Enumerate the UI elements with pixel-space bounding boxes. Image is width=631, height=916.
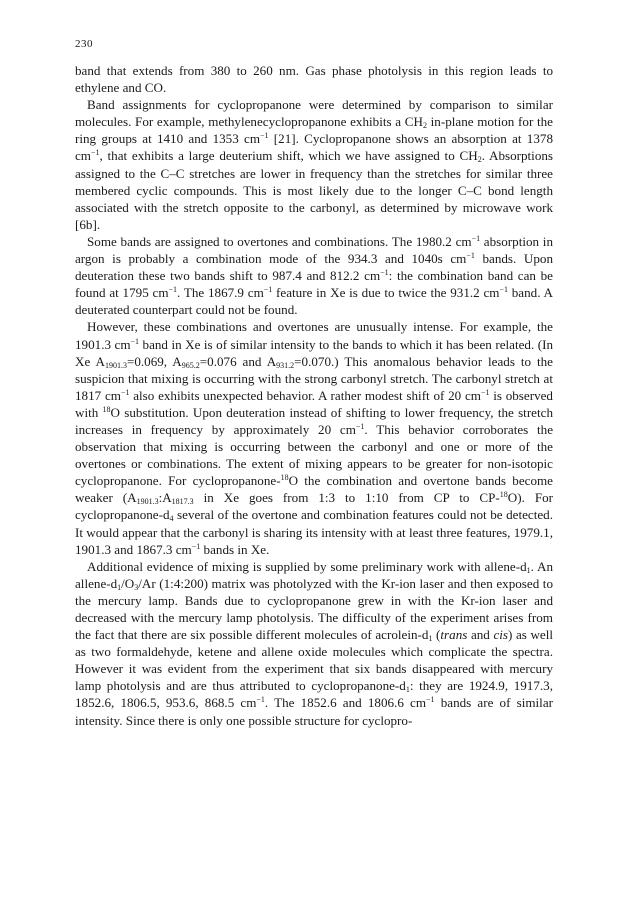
text-run: , that exhibits a large deuterium shift, which we have assigned to CH: [99, 148, 478, 164]
text-run: Some bands are assigned to overtones and combinations. The 1980.2 cm: [87, 233, 472, 249]
text-run: : the combination band can be found at 1795 cm: [75, 268, 553, 301]
text-run: . This behavior corroborates the observation that mixing is occurring between the carbonyl and one or more of the overtones or combinations. The extent of mixing appears to be greater for non-isotopic cyclopropanone. For cyclopropanone-: [75, 421, 554, 489]
text-run: several of the overtone and combination features could not be detected. It would appear that the carbonyl is sharing its intensity with at least three features, 1979.1, 1901.3 and 1867.3 cm: [75, 507, 553, 557]
text-run: −1: [355, 421, 365, 431]
text-run: trans: [440, 627, 468, 643]
text-run: also exhibits unexpected behavior. A rather modest shift of 20 cm: [129, 387, 481, 403]
text-run: [21]. Cyclopropanone shows an absorption at 1378 cm: [75, 131, 553, 164]
text-run: :A: [158, 490, 172, 506]
text-run: 1901.3: [104, 360, 127, 370]
text-run: : they are 1924.9, 1917.3, 1852.6, 1806.5, 953.6, 868.5 cm: [75, 678, 553, 711]
text-run: bands. Upon deuteration these two bands shift to 987.4 and 812.2 cm: [75, 251, 553, 284]
text-run: =0.069, A: [126, 353, 182, 369]
text-run: 1: [405, 685, 410, 695]
page-number: 230: [75, 38, 93, 50]
text-run: −1: [191, 541, 201, 551]
text-run: absorption in argon is probably a combination mode of the 934.3 and 1040s cm: [75, 233, 553, 267]
text-run: band that extends from 380 to 260 nm. Gas phase photolysis in this region leads to ethylene and CO.: [75, 63, 553, 96]
text-run: −1: [263, 285, 273, 295]
text-run: 3: [134, 582, 139, 592]
text-run: 18: [280, 473, 289, 483]
text-run: −1: [130, 336, 140, 346]
text-run: band in Xe is of similar intensity to the bands to which it has been related. (In Xe A: [75, 336, 554, 369]
text-run: 1: [428, 634, 433, 644]
text-run: in Xe goes from 1:3 to 1:10 from CP to CP-: [193, 490, 500, 506]
text-run: 1: [526, 565, 531, 575]
text-run: bands in Xe.: [200, 541, 270, 557]
text-run: in-plane motion for the ring groups at 1410 and 1353 cm: [75, 114, 553, 147]
text-run: −1: [499, 285, 508, 295]
text-run: −1: [426, 695, 435, 705]
text-run: −1: [260, 131, 269, 141]
text-run: . The 1852.6 and 1806.6 cm: [264, 695, 427, 711]
text-run: −1: [120, 387, 130, 397]
paragraph-3: [75, 233, 553, 318]
text-run: 965.2: [181, 360, 200, 370]
text-run: 1817.3: [171, 497, 194, 507]
text-run: =0.070.) This anomalous behavior leads to the suspicion that mixing is occurring with the strong carbonyl stretch. The carbonyl stretch at 1817 cm: [75, 353, 553, 403]
text-run: /O: [121, 575, 135, 591]
text-run: O). For cyclopropanone-d: [75, 490, 554, 523]
text-run: O the combination and overtone bands become weaker (A: [75, 473, 553, 506]
text-run: −1: [256, 695, 265, 705]
text-run: Additional evidence of mixing is supplied by some preliminary work with allene-d: [87, 558, 527, 574]
text-run: =0.076 and A: [199, 353, 277, 369]
text-run: band. A deuterated counterpart could not be found.: [75, 285, 553, 318]
text-run: 2: [477, 155, 482, 165]
text-run: is observed with: [75, 387, 553, 420]
text-run: /Ar (1:4:200) matrix was photolyzed with the Kr-ion laser and then exposed to the mercury lamp. Bands due to cyclopropanone grew in with the Kr-ion laser and decreased with the mercury lamp photolysis. The difficulty of the experiment arises from the fact that there are six possible different molecules of acrolein-d: [75, 575, 553, 643]
text-run: −1: [380, 268, 389, 278]
text-run: 931.2: [276, 360, 295, 370]
text-run: ) as well as two formaldehyde, ketene and allene oxide molecules which complicate the spectra. However it was evident from the experiment that six bands disappeared with mercury lamp photolysis and are thus attributed to cyclopropanone-d: [75, 627, 554, 694]
text-run: 1901.3: [136, 497, 159, 507]
paragraph-1: [75, 62, 553, 96]
text-run: 2: [422, 121, 427, 131]
paragraph-2: [75, 96, 553, 233]
text-run: feature in Xe is due to twice the 931.2 cm: [272, 285, 500, 301]
text-run: −1: [466, 251, 475, 261]
text-run: . The 1867.9 cm: [177, 285, 264, 301]
text-run: −1: [480, 387, 490, 397]
text-run: 1: [117, 582, 122, 592]
text-run: bands are of similar intensity. Since there is only one possible structure for cyclopro-: [75, 695, 553, 728]
text-run: cis: [493, 627, 509, 643]
text-run: . Absorptions assigned to the C–C stretches are lower in frequency than the stretches for similar three membered cyclic compounds. This is most likely due to the longer C–C bond length associated with the stretch opposite to the carbonyl, as determined by microwave work [6b].: [75, 148, 554, 232]
text-run: −1: [168, 285, 178, 295]
text-run: 18: [102, 404, 111, 414]
text-run: However, these combinations and overtones are unusually intense. For example, the 1901.3 cm: [75, 319, 553, 352]
paragraph-5: [75, 558, 553, 729]
text-run: (: [432, 627, 441, 643]
text-run: 18: [499, 490, 508, 500]
text-run: Band assignments for cyclopropanone were determined by comparison to similar molecules. For example, methylenecyclopropanone exhibits a CH: [75, 97, 553, 130]
text-run: and: [467, 627, 494, 643]
paragraph-4: [75, 318, 553, 557]
text-run: −1: [91, 148, 100, 158]
text-run: . An allene-d: [75, 558, 553, 591]
text-run: O substitution. Upon deuteration instead of shifting to lower frequency, the stretch increases in frequency by approximately 20 cm: [75, 404, 553, 437]
text-run: 4: [169, 514, 174, 524]
body-text: [75, 62, 553, 729]
text-run: −1: [471, 233, 481, 243]
